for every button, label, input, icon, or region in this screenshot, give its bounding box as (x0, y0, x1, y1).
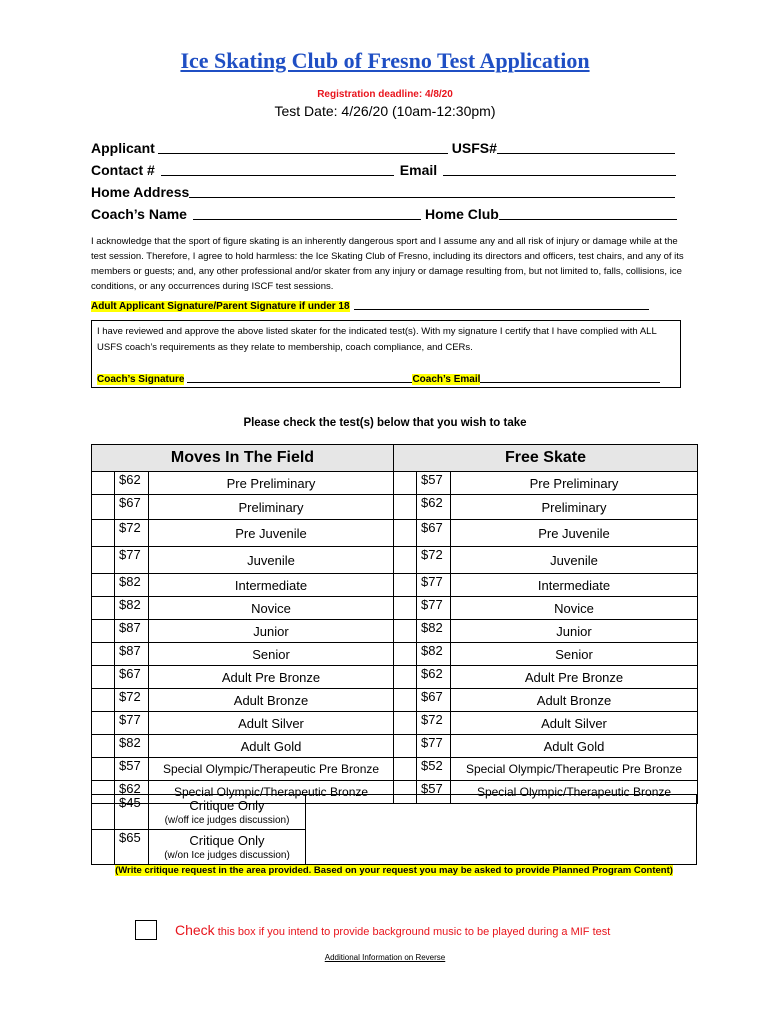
applicant-signature-row (91, 295, 681, 312)
fs-test-price: $77 (417, 574, 451, 597)
mif-test-name: Pre Juvenile (149, 520, 394, 547)
fs-test-price: $57 (417, 781, 451, 804)
mif-test-price: $77 (115, 547, 149, 574)
critique-subtitle: (w/off ice judges discussion) (164, 815, 290, 826)
mif-test-name: Junior (149, 620, 394, 643)
fs-test-checkbox[interactable] (394, 758, 417, 781)
mif-test-checkbox[interactable] (92, 620, 115, 643)
critique-price: $45 (115, 795, 149, 830)
critique-name (149, 795, 306, 830)
test-row (92, 758, 698, 781)
fs-test-checkbox[interactable] (394, 597, 417, 620)
mif-test-price: $72 (115, 689, 149, 712)
critique-table (91, 794, 697, 865)
mif-test-name: Juvenile (149, 547, 394, 574)
fs-test-checkbox[interactable] (394, 574, 417, 597)
mif-test-price: $62 (115, 781, 149, 804)
fs-test-name: Pre Preliminary (451, 472, 698, 495)
mif-test-name: Intermediate (149, 574, 394, 597)
test-selection-instructions: Please check the test(s) below that you wish to take (243, 417, 527, 429)
mif-test-checkbox[interactable] (92, 758, 115, 781)
mif-test-checkbox[interactable] (92, 666, 115, 689)
usfs-label: USFS# (451, 140, 497, 156)
critique-name (149, 830, 306, 865)
fs-test-checkbox[interactable] (394, 666, 417, 689)
mif-test-name: Adult Silver (149, 712, 394, 735)
fs-test-name: Senior (451, 643, 698, 666)
contact-row (91, 156, 681, 178)
mif-test-checkbox[interactable] (92, 597, 115, 620)
home-address-row (91, 178, 681, 200)
fs-test-price: $72 (417, 547, 451, 574)
critique-title: Critique Only (189, 798, 265, 813)
critique-row (92, 795, 697, 830)
mif-test-checkbox[interactable] (92, 472, 115, 495)
mif-header: Moves In The Field (92, 445, 394, 472)
coach-name-row (91, 200, 681, 222)
critique-price: $65 (115, 830, 149, 865)
additional-info-footer: Additional Information on Reverse (324, 953, 446, 962)
mif-test-price: $67 (115, 495, 149, 520)
mif-test-checkbox[interactable] (92, 712, 115, 735)
fs-test-checkbox[interactable] (394, 472, 417, 495)
test-row (92, 712, 698, 735)
fs-test-checkbox[interactable] (394, 520, 417, 547)
coach-signature-line[interactable] (187, 368, 412, 383)
fs-test-name: Adult Bronze (451, 689, 698, 712)
coach-email-label: Coach’s Email (412, 374, 481, 385)
fs-test-price: $67 (417, 520, 451, 547)
fs-test-checkbox[interactable] (394, 495, 417, 520)
test-row (92, 547, 698, 574)
critique-note: (Write critique request in the area provided. Based on your request you may be asked to provide Planned Program Content) (115, 865, 673, 876)
contact-input-line[interactable] (161, 161, 394, 176)
liability-acknowledgement: I acknowledge that the sport of figure skating is an inherently dangerous sport and I assume any and all risk of injury or damage while at the test session. Therefore, I agree to hold harmless: the Ice Skating Club of Fresno, including its directors and officers, test chairs, and any of its members or guests; and, any other professional and/or skater from any injury or damage resulting from, but not limited to, falls, collisions, ice conditions, or any occurrences during ISCF test sessions. (91, 236, 684, 292)
fs-test-price: $82 (417, 643, 451, 666)
critique-title: Critique Only (189, 833, 265, 848)
test-row (92, 597, 698, 620)
music-instruction-text: this box if you intend to provide background music to be played during a MIF test (214, 926, 611, 938)
fs-test-checkbox[interactable] (394, 620, 417, 643)
critique-checkbox[interactable] (92, 830, 115, 865)
home-address-label: Home Address (91, 184, 190, 200)
fs-test-price: $67 (417, 689, 451, 712)
fs-test-name: Special Olympic/Therapeutic Pre Bronze (451, 758, 698, 781)
coach-email-line[interactable] (480, 368, 660, 383)
home-club-input-line[interactable] (499, 205, 677, 220)
mif-test-name: Special Olympic/Therapeutic Bronze (149, 781, 394, 804)
fs-test-name: Juvenile (451, 547, 698, 574)
mif-test-price: $72 (115, 520, 149, 547)
coach-signature-label: Coach’s Signature (97, 374, 185, 385)
fs-test-price: $72 (417, 712, 451, 735)
mif-test-price: $82 (115, 735, 149, 758)
fs-test-name: Preliminary (451, 495, 698, 520)
email-input-line[interactable] (443, 161, 676, 176)
fs-test-price: $77 (417, 735, 451, 758)
fs-test-price: $82 (417, 620, 451, 643)
critique-subtitle: (w/on Ice judges discussion) (164, 850, 290, 861)
fs-test-checkbox[interactable] (394, 712, 417, 735)
mif-test-name: Adult Bronze (149, 689, 394, 712)
fs-test-name: Pre Juvenile (451, 520, 698, 547)
mif-test-checkbox[interactable] (92, 520, 115, 547)
test-selection-table (91, 444, 698, 804)
mif-test-price: $77 (115, 712, 149, 735)
test-row (92, 495, 698, 520)
mif-test-name: Preliminary (149, 495, 394, 520)
mif-test-checkbox[interactable] (92, 643, 115, 666)
fs-test-price: $77 (417, 597, 451, 620)
registration-deadline: Registration deadline: 4/8/20 (317, 89, 453, 100)
test-date: Test Date: 4/26/20 (10am-12:30pm) (274, 103, 496, 119)
fs-test-checkbox[interactable] (394, 547, 417, 574)
free-skate-header: Free Skate (394, 445, 698, 472)
music-checkbox[interactable] (135, 920, 157, 940)
mif-test-name: Adult Pre Bronze (149, 666, 394, 689)
fs-test-name: Adult Gold (451, 735, 698, 758)
usfs-input-line[interactable] (497, 139, 675, 154)
mif-test-name: Novice (149, 597, 394, 620)
mif-test-price: $87 (115, 643, 149, 666)
coach-signature-row (97, 368, 677, 385)
fs-test-name: Adult Silver (451, 712, 698, 735)
test-row (92, 472, 698, 495)
critique-request-area[interactable] (306, 795, 697, 865)
applicant-signature-label: Adult Applicant Signature/Parent Signature if under 18 (91, 301, 350, 312)
mif-test-name: Pre Preliminary (149, 472, 394, 495)
coach-approval-text: I have reviewed and approve the above listed skater for the indicated test(s). With my signature I certify that I have complied with ALL USFS coach’s requirements as they relate to membership, coach compliance, and CERs. (97, 326, 657, 353)
mif-test-price: $87 (115, 620, 149, 643)
mif-test-name: Senior (149, 643, 394, 666)
test-row (92, 520, 698, 547)
mif-test-name: Adult Gold (149, 735, 394, 758)
fs-test-checkbox[interactable] (394, 643, 417, 666)
fs-test-name: Intermediate (451, 574, 698, 597)
fs-test-price: $52 (417, 758, 451, 781)
fs-test-name: Novice (451, 597, 698, 620)
fs-test-price: $62 (417, 495, 451, 520)
email-label: Email (399, 162, 438, 178)
applicant-row (91, 134, 681, 156)
mif-test-price: $82 (115, 574, 149, 597)
test-row (92, 666, 698, 689)
mif-test-price: $57 (115, 758, 149, 781)
check-word: Check (175, 922, 215, 938)
fs-test-name: Junior (451, 620, 698, 643)
critique-checkbox[interactable] (92, 795, 115, 830)
mif-test-price: $67 (115, 666, 149, 689)
fs-test-price: $62 (417, 666, 451, 689)
applicant-signature-line[interactable] (354, 295, 649, 310)
fs-test-checkbox[interactable] (394, 689, 417, 712)
music-instruction (175, 922, 610, 938)
applicant-label: Applicant (91, 140, 155, 156)
applicant-input-line[interactable] (158, 139, 448, 154)
form-title: Ice Skating Club of Fresno Test Application (180, 48, 590, 73)
mif-test-checkbox[interactable] (92, 735, 115, 758)
mif-test-checkbox[interactable] (92, 689, 115, 712)
test-row (92, 689, 698, 712)
home-club-label: Home Club (424, 206, 499, 222)
mif-test-name: Special Olympic/Therapeutic Pre Bronze (149, 758, 394, 781)
coach-name-input-line[interactable] (193, 205, 421, 220)
fs-test-checkbox[interactable] (394, 735, 417, 758)
fs-test-price: $57 (417, 472, 451, 495)
fs-test-name: Special Olympic/Therapeutic Bronze (451, 781, 698, 804)
mif-test-price: $82 (115, 597, 149, 620)
home-address-input-line[interactable] (189, 183, 675, 198)
mif-test-checkbox[interactable] (92, 495, 115, 520)
test-row (92, 574, 698, 597)
coach-name-label: Coach’s Name (91, 206, 187, 222)
mif-test-checkbox[interactable] (92, 547, 115, 574)
mif-test-price: $62 (115, 472, 149, 495)
test-row (92, 643, 698, 666)
test-row (92, 735, 698, 758)
test-table-header (92, 445, 698, 472)
test-row (92, 620, 698, 643)
fs-test-name: Adult Pre Bronze (451, 666, 698, 689)
contact-label: Contact # (91, 162, 155, 178)
mif-test-checkbox[interactable] (92, 574, 115, 597)
